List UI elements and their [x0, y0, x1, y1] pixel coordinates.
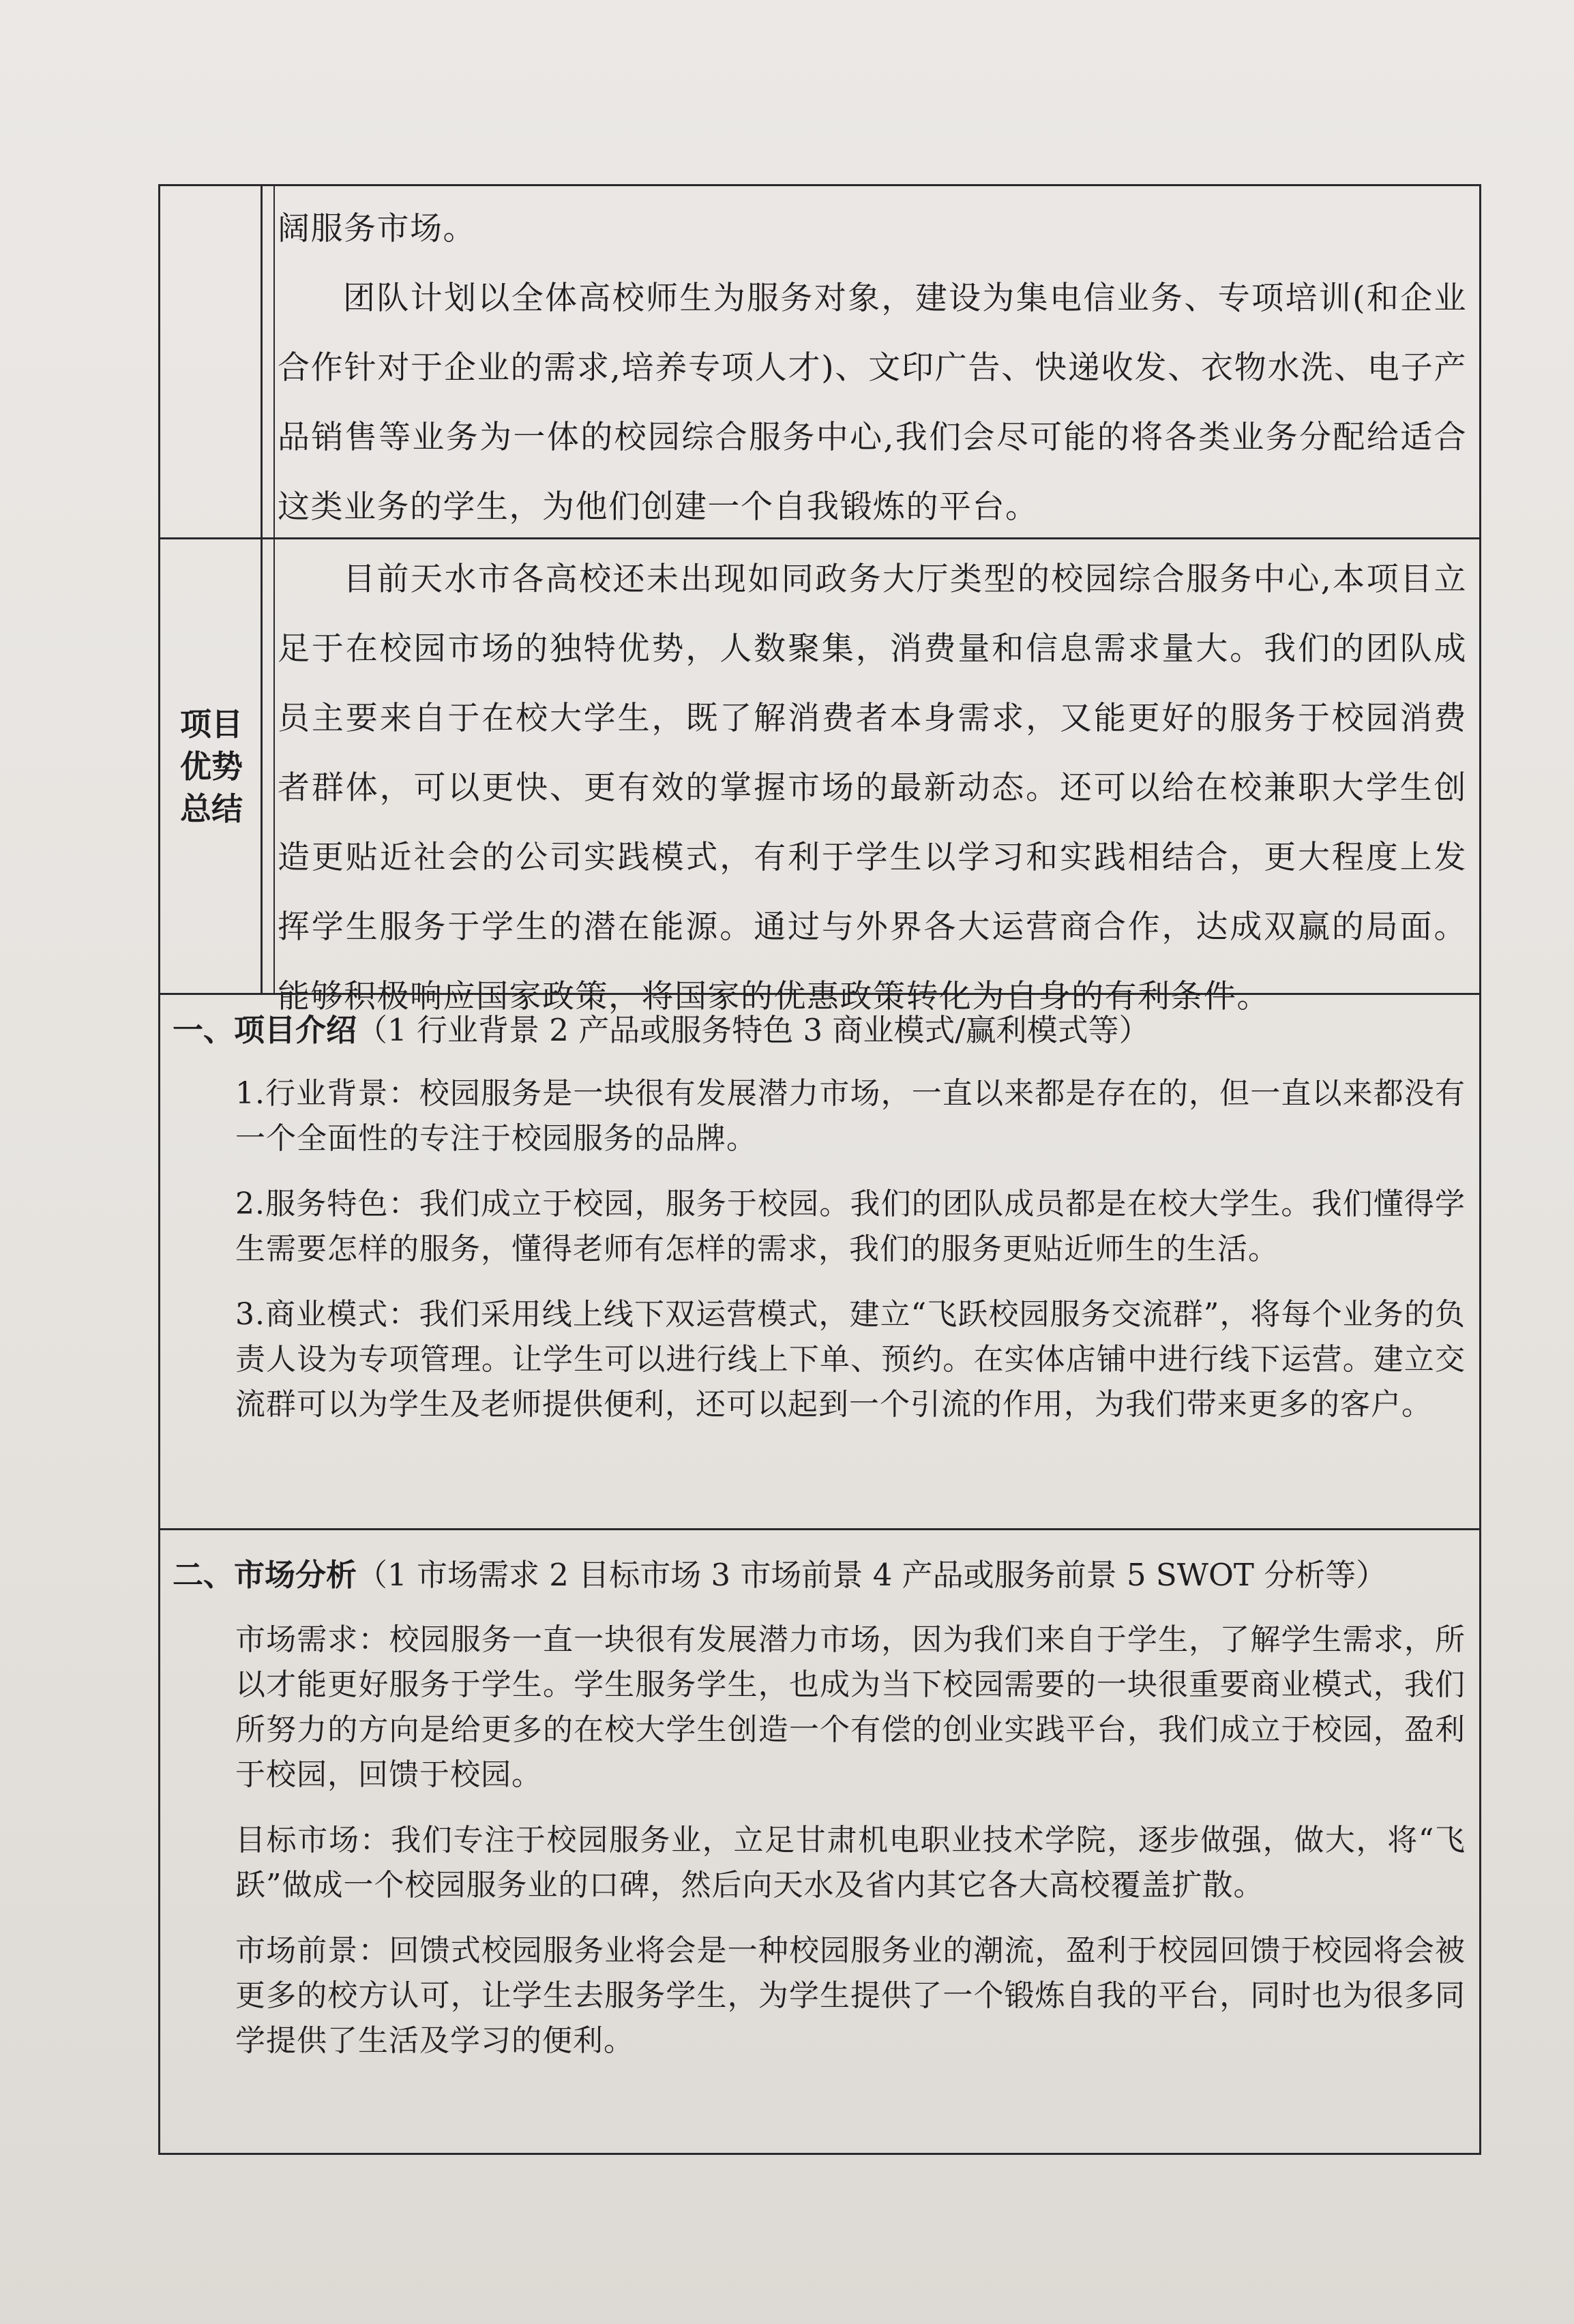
spacer-cell [263, 186, 275, 537]
application-form-table [158, 184, 1481, 2155]
market-prospect-paragraph: 市场前景：回馈式校园服务业将会是一种校园服务业的潮流，盈利于校园回馈于校园将会被更多的校方认可，让学生去服务学生，为学生提供了一个锻炼自我的平台，同时也为很多同学提供了生活及学习的便利。 [235, 1933, 1466, 2058]
section-subtitle: （1 行业背景 2 产品或服务特色 3 商业模式/赢利模式等） [357, 1012, 1150, 1048]
advantage-summary-row [160, 539, 1479, 1015]
target-market-paragraph: 目标市场：我们专注于校园服务业，立足甘肃机电职业技术学院，逐步做强，做大，将“飞跃”做成一个校园服务业的口碑，然后向天水及省内其它各大高校覆盖扩散。 [235, 1823, 1466, 1903]
advantage-label-cell [160, 539, 263, 993]
section-body [235, 1071, 1466, 1448]
service-features-paragraph: 2.服务特色：我们成立于校园，服务于校园。我们的团队成员都是在校大学生。我们懂得学生需要怎样的服务，懂得老师有怎样的需求，我们的服务更贴近师生的生活。 [235, 1187, 1466, 1266]
spacer-cell [263, 539, 275, 993]
advantage-paragraph: 目前天水市各高校还未出现如同政务大厅类型的校园综合服务中心,本项目立足于在校园市场的独特优势，人数聚集，消费量和信息需求量大。我们的团队成员主要来自于在校大学生，既了解消费者本身需求，又能更好的服务于校园消费者群体，可以更快、更有效的掌握市场的最新动态。还可以给在校兼职大学生创造更贴近社会的公司实践模式，有利于学生以学习和实践相结合，更大程度上发挥学生服务于学生的潜在能源。通过与外界各大运营商合作，达成双赢的局面。能够积极响应国家政策，将国家的优惠政策转化为自身的有利条件。 [278, 561, 1467, 1015]
industry-background-paragraph: 1.行业背景：校园服务是一块很有发展潜力市场，一直以来都是存在的，但一直以来都没有一个全面性的专注于校园服务的品牌。 [235, 1076, 1466, 1156]
section-title: 一、项目介绍 [173, 1012, 357, 1048]
market-demand-paragraph: 市场需求：校园服务一直一块很有发展潜力市场，因为我们来自于学生，了解学生需求，所以才能更好服务于学生。学生服务学生，也成为当下校园需要的一块很重要商业模式，我们所努力的方向是给更多的在校大学生创造一个有偿的创业实践平台，我们成立于校园，盈利于校园，回馈于校园。 [235, 1622, 1466, 1792]
label-line-3: 总结 [180, 790, 243, 827]
section-subtitle: （1 市场需求 2 目标市场 3 市场前景 4 产品或服务前景 5 SWOT 分析等） [357, 1557, 1387, 1593]
continuation-line: 阔服务市场。 [278, 210, 476, 248]
team-plan-cell [278, 194, 1467, 546]
section-heading [173, 1003, 1150, 1058]
advantage-text-cell [278, 545, 1467, 1015]
label-line-1: 项目 [180, 705, 243, 743]
section-title: 二、市场分析 [173, 1557, 357, 1593]
section-body [235, 1618, 1466, 2084]
business-model-paragraph: 3.商业模式：我们采用线上线下双运营模式，建立“飞跃校园服务交流群”，将每个业务的负责人设为专项管理。让学生可以进行线上下单、预约。在实体店铺中进行线下运营。建立交流群可以为学生及老师提供便利，还可以起到一个引流的作用，为我们带来更多的客户。 [235, 1297, 1466, 1422]
label-cell-empty [160, 186, 263, 537]
market-analysis-section [160, 1530, 1479, 2153]
team-plan-paragraph: 团队计划以全体高校师生为服务对象，建设为集电信业务、专项培训(和企业合作针对于企业的需求,培养专项人才)、文印广告、快递收发、衣物水洗、电子产品销售等业务为一体的校园综合服务中心,我们会尽可能的将各类业务分配给适合这类业务的学生，为他们创建一个自我锻炼的平台。 [278, 280, 1467, 526]
label-line-2: 优势 [180, 747, 243, 785]
project-intro-section [160, 995, 1479, 1530]
team-plan-row [160, 186, 1479, 539]
section-heading [173, 1548, 1386, 1603]
